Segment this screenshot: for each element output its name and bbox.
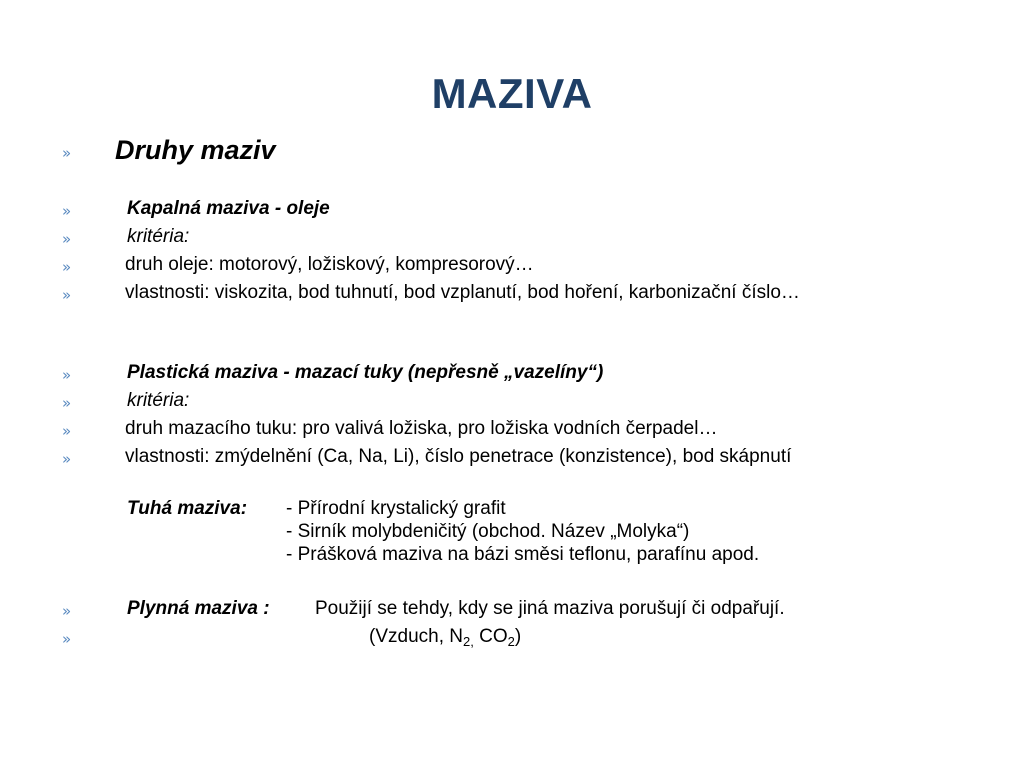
plastic-title: Plastická maziva - mazací tuky (nepřesně „vazelíny“) [127,362,604,383]
gas-examples-open: (Vzduch, N [369,626,463,647]
liquid-title: Kapalná maziva - oleje [127,198,330,219]
gas-examples-close: ) [514,626,522,647]
liquid-criteria: kritéria: [127,226,190,247]
bullet-icon: » [62,230,72,248]
bullet-icon: » [62,630,72,648]
plastic-criteria: kritéria: [127,390,190,411]
liquid-type: druh oleje: motorový, ložiskový, kompresorový… [125,254,534,275]
solid-title: Tuhá maziva: [127,498,248,519]
bullet-icon: » [62,422,72,440]
gas-text: Použijí se tehdy, kdy se jiná maziva porušují či odpařují. [315,598,785,619]
slide-title: MAZIVA [431,70,593,117]
gas-examples-mid: CO [473,626,508,647]
n2-subscript: 2, [462,634,474,649]
gas-examples [369,626,521,648]
liquid-properties: vlastnosti: viskozita, bod tuhnutí, bod vzplanutí, bod hoření, karbonizační číslo… [125,282,800,303]
bullet-icon: » [62,202,72,220]
solid-item: - Sirník molybdeničitý (obchod. Název „Molyka“) [286,521,690,542]
gas-title: Plynná maziva : [127,598,270,619]
bullet-icon: » [62,602,72,620]
bullet-icon: » [62,366,72,384]
co2-subscript: 2 [507,634,515,649]
section-heading: Druhy maziv [115,135,276,165]
bullet-icon: » [62,394,72,412]
bullet-icon: » [62,144,72,162]
plastic-type: druh mazacího tuku: pro valivá ložiska, pro ložiska vodních čerpadel… [125,418,718,439]
solid-item: - Přírodní krystalický grafit [286,498,506,519]
bullet-icon: » [62,450,72,468]
bullet-icon: » [62,286,72,304]
plastic-properties: vlastnosti: zmýdelnění (Ca, Na, Li), číslo penetrace (konzistence), bod skápnutí [125,446,792,467]
solid-item: - Prášková maziva na bázi směsi teflonu, parafínu apod. [286,544,760,565]
bullet-icon: » [62,258,72,276]
